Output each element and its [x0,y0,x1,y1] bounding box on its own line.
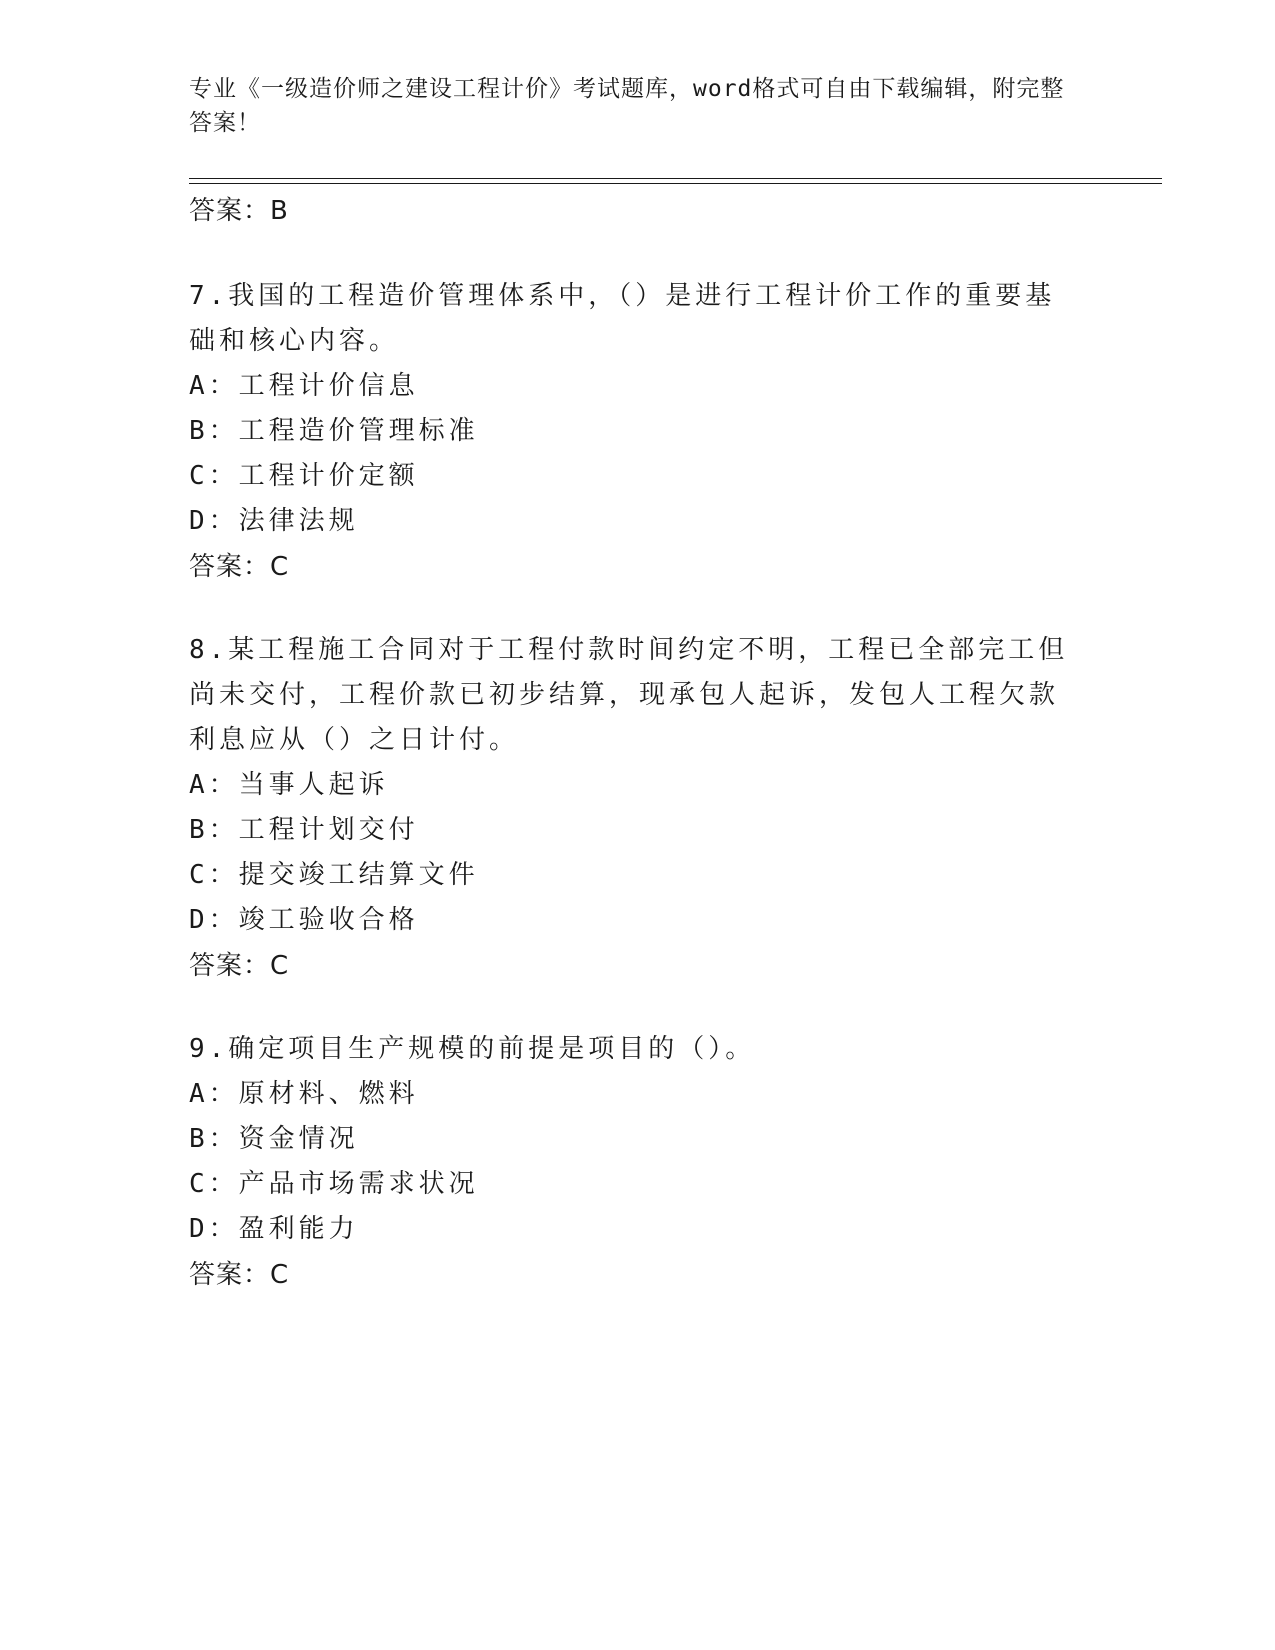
question-item [189,1027,1069,1298]
option-c: C：工程计价定额 [189,461,419,491]
option-d: D：法律法规 [189,506,359,536]
option-d: D：盈利能力 [189,1214,359,1244]
header-divider-bottom [189,183,1162,184]
answer-label: 答案：B [189,196,289,226]
option-b: B：工程计划交付 [189,815,419,845]
option-a: A：原材料、燃料 [189,1079,419,1109]
answer-label: 答案：C [189,552,290,582]
question-stem: 7.我国的工程造价管理体系中，（）是进行工程计价工作的重要基础和核心内容。 [189,281,1056,356]
document-header: 专业《一级造价师之建设工程计价》考试题库，word格式可自由下载编辑，附完整答案！ [189,76,1065,136]
option-c: C：产品市场需求状况 [189,1169,479,1199]
header-divider-top [189,178,1162,179]
answer-label: 答案：C [189,951,290,981]
option-c: C：提交竣工结算文件 [189,860,479,890]
option-b: B：工程造价管理标准 [189,416,479,446]
question-list [189,188,1069,1336]
option-a: A：工程计价信息 [189,371,419,401]
question-stem: 9.确定项目生产规模的前提是项目的（）。 [189,1034,756,1064]
option-d: D：竣工验收合格 [189,905,419,935]
option-b: B：资金情况 [189,1124,359,1154]
answer-label: 答案：C [189,1260,290,1290]
question-stem: 8.某工程施工合同对于工程付款时间约定不明，工程已全部完工但尚未交付，工程价款已初步结算，现承包人起诉，发包人工程欠款利息应从（）之日计付。 [189,635,1069,755]
question-item [189,628,1069,989]
option-a: A：当事人起诉 [189,770,389,800]
question-item [189,274,1069,590]
